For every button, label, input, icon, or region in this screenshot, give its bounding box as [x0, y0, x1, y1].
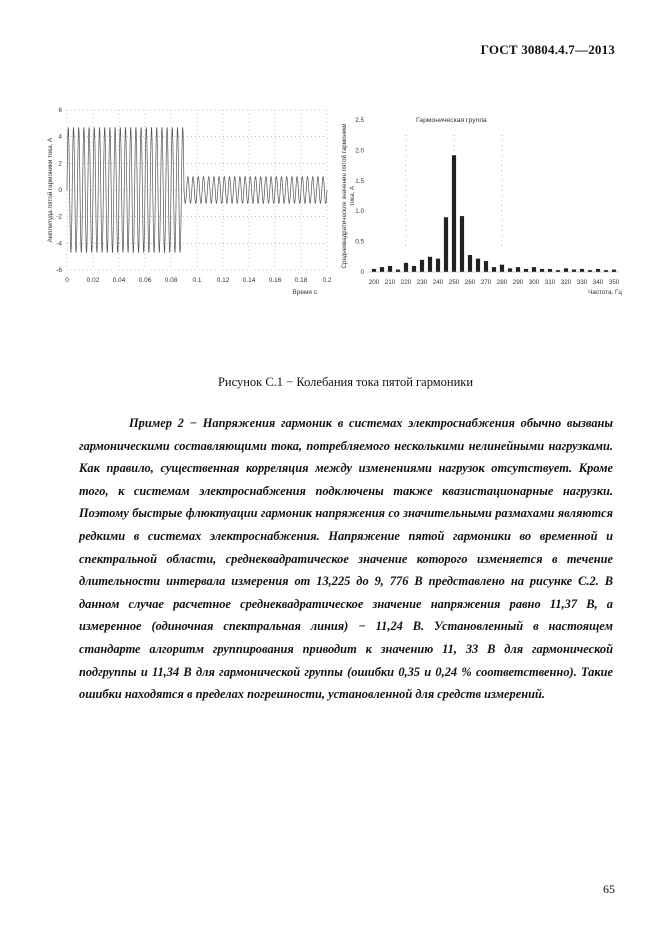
spectrum-bar — [516, 267, 520, 272]
spectrum-bar — [532, 267, 536, 272]
spectrum-bar — [580, 269, 584, 272]
y-tick-label: -4 — [56, 240, 62, 248]
x-tick-label: 0.12 — [216, 277, 230, 284]
spectrum-bar — [460, 216, 464, 272]
x-tick-label: 300 — [528, 279, 540, 286]
spectrum-bar — [604, 270, 608, 272]
spectrum-bar — [380, 267, 384, 272]
x-tick-label: 240 — [432, 279, 444, 286]
spectrum-chart — [338, 108, 628, 308]
x-tick-label: 0.04 — [112, 277, 126, 284]
spectrum-bar — [548, 269, 552, 272]
spectrum-bar — [500, 265, 504, 272]
x-tick-label: 230 — [416, 279, 428, 286]
x-tick-label: 0.16 — [268, 277, 282, 284]
spectrum-bar — [396, 270, 400, 272]
spectrum-bar — [588, 270, 592, 272]
spectrum-bar — [452, 155, 456, 272]
spectrum-bar — [404, 263, 408, 272]
y-tick-label: 1.0 — [355, 208, 364, 216]
x-tick-label: 340 — [592, 279, 604, 286]
y-tick-label: 4 — [58, 133, 62, 141]
spectrum-bar — [412, 266, 416, 272]
x-tick-label: 0.08 — [164, 277, 178, 284]
y-tick-label: 2.5 — [355, 117, 364, 124]
y-axis-label-line-2: тока, А — [349, 185, 356, 207]
y-tick-label: 2 — [58, 160, 62, 168]
x-tick-label: 0.2 — [322, 277, 332, 284]
spectrum-bar — [572, 270, 576, 272]
x-tick-label: 0.18 — [294, 277, 308, 284]
x-tick-label: 0.1 — [192, 277, 202, 284]
spectrum-bar — [444, 217, 448, 272]
x-tick-label: 200 — [368, 279, 380, 286]
y-axis-label: Амплитуда пятой гармоники тока, А — [47, 137, 54, 243]
spectrum-plot — [338, 108, 628, 308]
spectrum-bar — [388, 266, 392, 272]
y-tick-label: -2 — [56, 213, 62, 221]
y-tick-label: 0 — [360, 269, 364, 276]
x-tick-label: 350 — [608, 279, 620, 286]
x-tick-label: 250 — [448, 279, 460, 286]
x-tick-label: 320 — [560, 279, 572, 286]
x-tick-label: 0.06 — [138, 277, 152, 284]
spectrum-bar — [556, 270, 560, 272]
chart-title: Гармоническая группа — [416, 117, 487, 124]
spectrum-bar — [524, 269, 528, 272]
x-tick-label: 0.14 — [242, 277, 256, 284]
figure-caption: Рисунок С.1 − Колебания тока пятой гармоники — [217, 375, 474, 389]
document-header: ГОСТ 30804.4.7—2013 — [480, 42, 615, 57]
y-tick-label: 2.0 — [355, 147, 364, 155]
spectrum-bar — [564, 268, 568, 272]
time-domain-chart — [40, 98, 340, 298]
y-tick-label: 0.5 — [355, 238, 364, 246]
spectrum-bar — [420, 260, 424, 272]
spectrum-bar — [484, 261, 488, 272]
x-tick-label: 220 — [400, 279, 412, 286]
x-tick-label: 330 — [576, 279, 588, 286]
page-number: 65 — [603, 882, 615, 896]
y-tick-label: 0 — [58, 187, 62, 194]
time-domain-plot — [40, 98, 340, 298]
spectrum-bar — [428, 257, 432, 272]
spectrum-bar — [612, 270, 616, 272]
x-tick-label: 290 — [512, 279, 524, 286]
y-tick-label: 6 — [58, 107, 62, 114]
x-axis-label: Частота, Гц — [588, 289, 622, 296]
spectrum-bar — [468, 255, 472, 272]
body-paragraph: Пример 2 − Напряжения гармоник в системах электроснабжения обычно вызваны гармоническими составляющими тока, потребляемого несколькими нелинейными нагрузками. Как правило, существенная корреляция между изменениями нагрузок отсутствует. Кроме того, к системам электроснабжения подключены также квазистационарные нагрузки. Поэтому быстрые флюктуации гармоник напряжения со значительными размахами являются редкими в системах электроснабжения. Напряжение пятой гармоники во временной и спектральной области, среднеквадратическое значение которого изменяется в течение длительности интервала измерения от 13,225 до 9, 776 В представлено на рисунке С.2. В данном случае расчетное среднеквадратическое значение напряжения равно 11,37 В, а измеренное (одиночная спектральная линия) − 11,24 В. Установленный в настоящем стандарте алгоритм группирования приводит к значению 11, 33 В для гармонической подгруппы и 11,34 В для гармонической группы (ошибки 0,35 и 0,24 % соответственно). Такие ошибки находятся в пределах погрешности, установленной для средств измерений. — [79, 416, 613, 702]
spectrum-bar — [476, 259, 480, 272]
spectrum-bar — [596, 269, 600, 272]
x-tick-label: 0.02 — [86, 277, 100, 284]
y-tick-label: -6 — [56, 267, 62, 274]
x-tick-label: 260 — [464, 279, 476, 286]
x-tick-label: 280 — [496, 279, 508, 286]
x-axis-label: Время с — [292, 289, 317, 296]
spectrum-bar — [540, 269, 544, 272]
y-tick-label: 1.5 — [355, 177, 364, 185]
x-tick-label: 210 — [384, 279, 396, 286]
spectrum-bar — [436, 259, 440, 272]
x-tick-label: 310 — [544, 279, 556, 286]
spectrum-bar — [372, 269, 376, 272]
x-tick-label: 0 — [65, 277, 69, 284]
x-tick-label: 270 — [480, 279, 492, 286]
y-axis-label-line-1: Среднеквадратическое значение пятой гармоники — [341, 123, 348, 269]
spectrum-bar — [508, 268, 512, 272]
spectrum-bar — [492, 267, 496, 272]
